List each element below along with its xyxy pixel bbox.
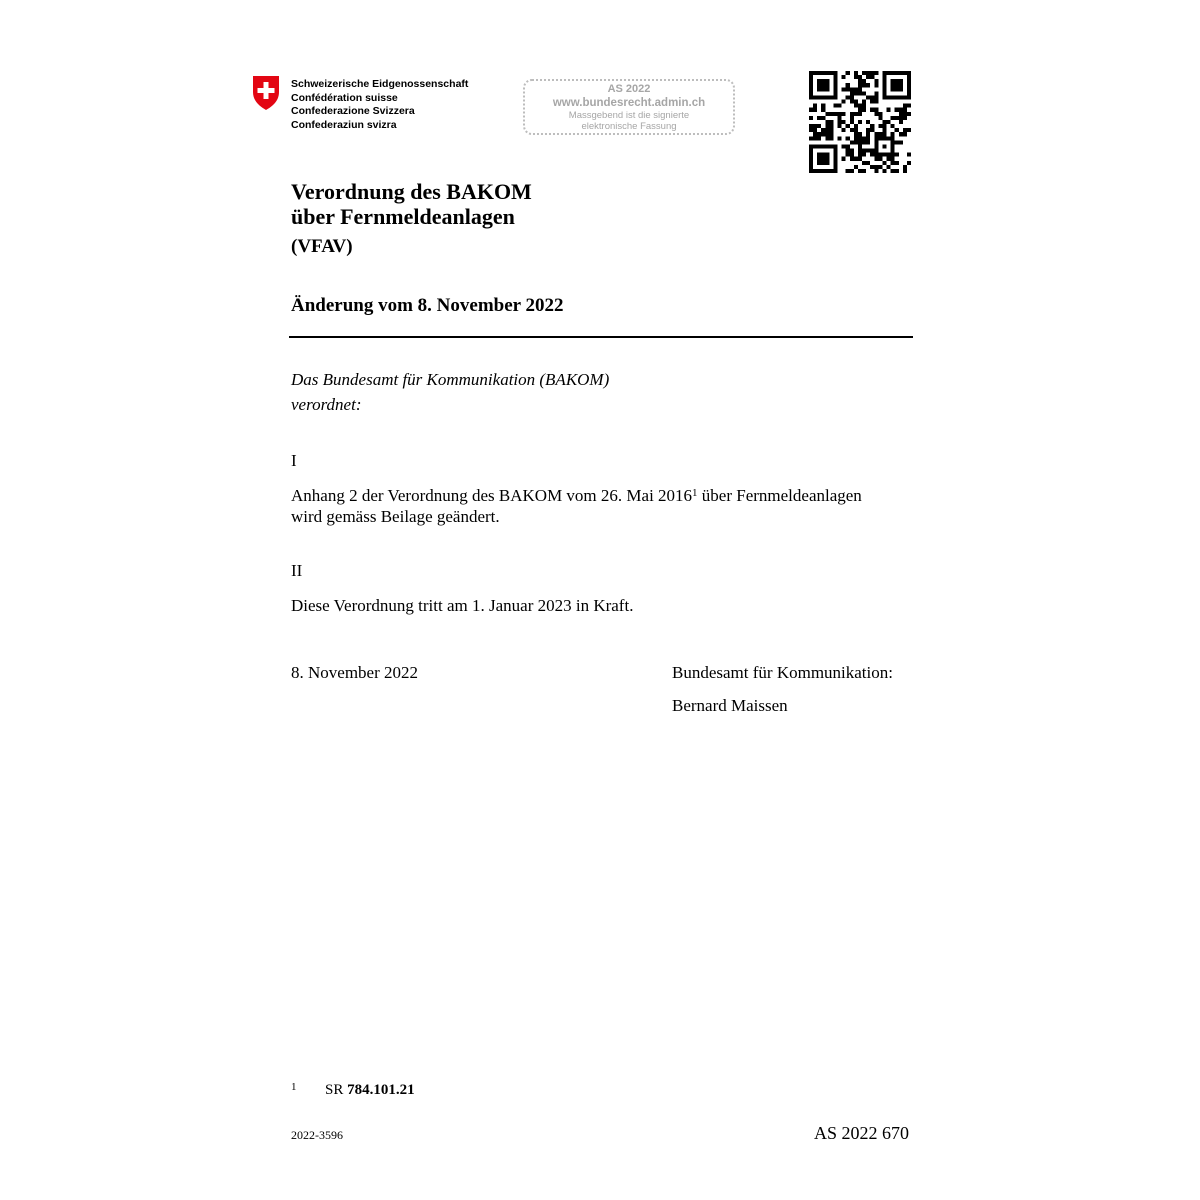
preamble-line-1: Das Bundesamt für Kommunikation (BAKOM)	[291, 370, 610, 389]
title-line-1: Verordnung des BAKOM	[291, 179, 532, 204]
section-2-text	[291, 595, 913, 616]
section-1-line-1	[291, 485, 913, 506]
preamble-line-2: verordnet:	[291, 395, 362, 414]
confederation-name-rm: Confederaziun svizra	[291, 118, 397, 131]
title-abbreviation: (VFAV)	[291, 236, 353, 257]
section-number-2: II	[291, 561, 303, 580]
stamp-as-year: AS 2022	[607, 83, 651, 95]
title-line-2: über Fernmeldeanlagen	[291, 204, 515, 229]
as-page-reference: AS 2022 670	[813, 1123, 909, 1143]
signer-name: Bernard Maissen	[672, 696, 788, 715]
footnote-marker[interactable]: 1	[692, 487, 698, 499]
section-1-text	[291, 485, 913, 527]
section-number-1: I	[291, 451, 297, 470]
confederation-names	[291, 78, 468, 132]
stamp-note-line1: Massgebend ist die signierte	[568, 110, 690, 121]
preamble	[291, 367, 609, 417]
footnote-number: 1	[291, 1081, 297, 1093]
signature-date: 8. November 2022	[291, 663, 419, 682]
issuing-authority: Bundesamt für Kommunikation:	[672, 663, 893, 682]
footnote	[291, 1077, 415, 1100]
section-1-text-part-1: Anhang 2 der Verordnung des BAKOM vom 26. Mai 2016	[291, 486, 693, 505]
confederation-name-de: Schweizerische Eidgenossenschaft	[291, 78, 469, 90]
confederation-name-it: Confederazione Svizzera	[291, 105, 415, 117]
stamp-note-line2: elektronische Fassung	[581, 121, 677, 132]
section-1-text-part-2: über Fernmeldeanlagen	[697, 486, 862, 505]
footnote-prefix: SR	[325, 1082, 348, 1098]
document-number: 2022-3596	[291, 1128, 343, 1142]
qr-code-icon	[809, 71, 911, 173]
footnote-sr-reference[interactable]: 784.101.21	[347, 1082, 415, 1098]
stamp-url: www.bundesrecht.admin.ch	[552, 97, 706, 109]
swiss-cross-shield-icon	[252, 75, 280, 111]
document-title	[291, 179, 532, 229]
title-divider	[289, 336, 913, 338]
section-2-line-1: Diese Verordnung tritt am 1. Januar 2023 in Kraft.	[291, 596, 634, 615]
section-1-line-2: wird gemäss Beilage geändert.	[291, 507, 500, 526]
official-publication-stamp	[523, 79, 735, 135]
confederation-name-fr: Confédération suisse	[291, 91, 398, 104]
amendment-date-heading: Änderung vom 8. November 2022	[291, 295, 564, 316]
